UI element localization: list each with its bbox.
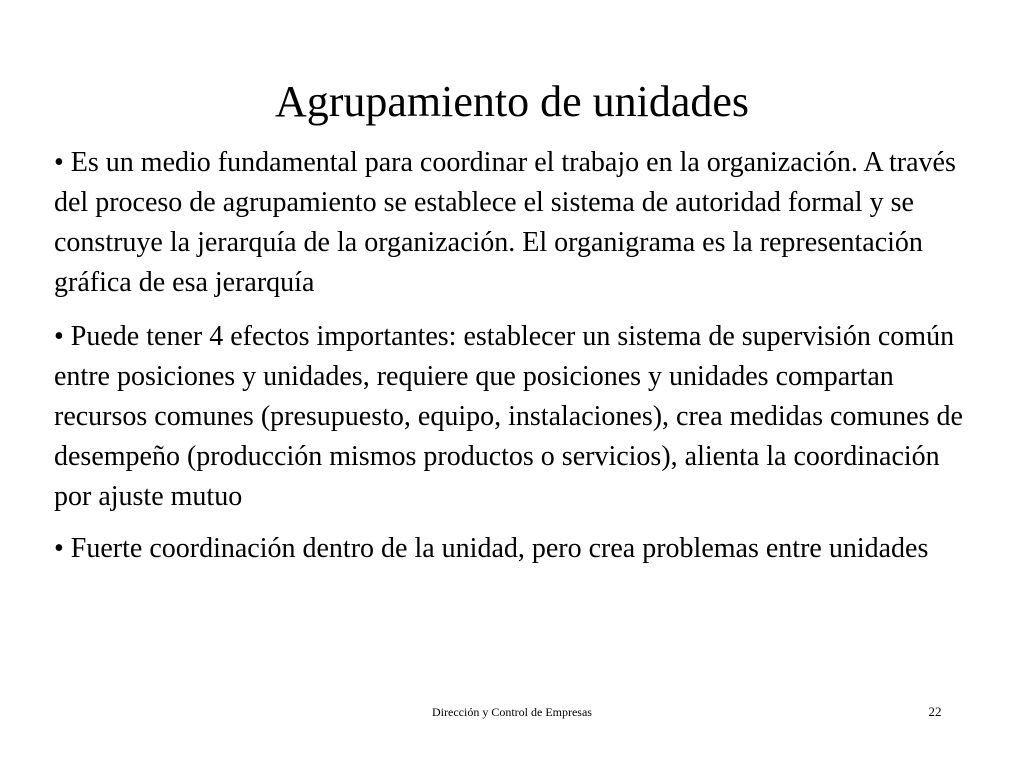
bullet-item-1: • Es un medio fundamental para coordinar el trabajo en la organización. A través del proceso de agrupamiento se establece el sistema de autoridad formal y se construye la jerarquía de la organización. El organigrama es la representación gráfica de esa jerarquía (54, 147, 956, 298)
page-number: 22 (928, 704, 942, 719)
bullet-item-2: • Puede tener 4 efectos importantes: establecer un sistema de supervisión común entre posiciones y unidades, requiere que posiciones y unidades compartan recursos comunes (presupuesto, equipo, instalaciones), crea medidas comunes de desempeño (producción mismos productos o servicios), alienta la coordinación por ajuste mutuo (54, 321, 963, 512)
slide-title: Agrupamiento de unidades (274, 77, 750, 126)
bullet-list (54, 143, 974, 583)
slide-footer: Dirección y Control de Empresas (432, 705, 592, 719)
bullet-item-3: • Fuerte coordinación dentro de la unidad, pero crea problemas entre unidades (54, 533, 929, 564)
